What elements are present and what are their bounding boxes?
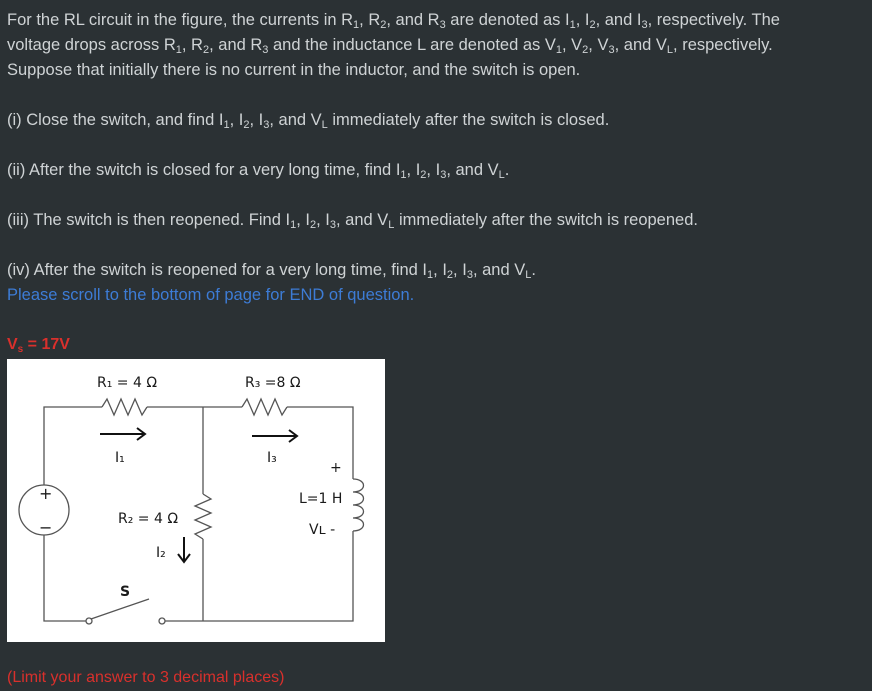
subscript: 2 xyxy=(582,44,589,56)
subscript: 1 xyxy=(427,269,434,281)
circuit-diagram xyxy=(7,359,385,642)
inductance-label: L=1 H xyxy=(299,491,343,507)
subscript: 3 xyxy=(329,219,336,231)
wire-bottom-left xyxy=(44,535,87,621)
subscript: 1 xyxy=(175,44,182,56)
scroll-note: Please scroll to the bottom of page for END of question. xyxy=(7,286,415,304)
part-i-text: (i) Close the switch, and find $I_1$, $I_2$, $I_3$, and $V_L$ immediately after the switch is closed. xyxy=(7,111,610,131)
subscript: 2 xyxy=(589,19,596,31)
wire-top-left xyxy=(44,407,102,485)
subscript: 2 xyxy=(420,169,427,181)
subscript: 1 xyxy=(400,169,407,181)
subscript: 2 xyxy=(446,269,454,281)
part-iii-text: (iii) The switch is then reopened. Find $I_1$, $I_2$, $I_3$, and $V_L$ immediately after the switch is reopened. xyxy=(7,211,698,231)
subscript: 3 xyxy=(262,44,269,56)
intro-line-1: For the RL circuit in the figure, the currents in $R_1$, $R_2$, and $R_3$ are denoted as $I_1$, $I_2$, and $I_3$, respectively. The xyxy=(7,11,780,31)
source-minus-label: − xyxy=(39,518,53,537)
source-plus-label: + xyxy=(39,484,53,503)
subscript: 2 xyxy=(243,119,250,131)
wire-top-right-b xyxy=(287,407,353,479)
subscript: s xyxy=(17,344,24,355)
subscript: 3 xyxy=(440,169,447,181)
vl-label: Vʟ - xyxy=(309,522,336,538)
wire-right-bottom xyxy=(203,531,353,621)
part-ii-text: (ii) After the switch is closed for a very long time, find $I_1$, $I_2$, $I_3$, and $V_L$. xyxy=(7,161,510,181)
part-iv-text: (iv) After the switch is reopened for a very long time, find $I_1$, $I_2$, $I_3$, and $V_L$. xyxy=(7,261,536,281)
switch-contact-left xyxy=(86,618,92,624)
question-intro xyxy=(7,8,780,83)
resistor-r1 xyxy=(102,399,147,415)
r3-label: R₃ =8 Ω xyxy=(245,375,301,391)
r1-label: R₁ = 4 Ω xyxy=(97,375,158,391)
subscript: L xyxy=(666,44,674,56)
subscript: 1 xyxy=(223,119,230,131)
switch-blade xyxy=(91,599,149,619)
intro-line-3: Suppose that initially there is no current in the inductor, and the switch is open. xyxy=(7,61,581,79)
part-iii xyxy=(7,208,698,233)
subscript: 3 xyxy=(466,269,473,281)
part-ii xyxy=(7,158,509,183)
subscript: L xyxy=(321,119,328,131)
subscript: 3 xyxy=(263,119,270,131)
circuit-figure xyxy=(7,359,385,642)
i1-label: I₁ xyxy=(115,450,125,466)
resistor-r2 xyxy=(195,494,211,539)
subscript: 2 xyxy=(309,219,317,231)
inductor-l xyxy=(353,479,364,531)
inductor-plus-label: + xyxy=(330,460,342,476)
switch-contact-right xyxy=(159,618,165,624)
resistor-r3 xyxy=(242,399,287,415)
i2-label: I₂ xyxy=(156,545,166,561)
subscript: 3 xyxy=(641,19,648,31)
subscript: 1 xyxy=(353,19,360,31)
subscript: L xyxy=(498,169,505,181)
source-voltage-label: $V_s = 17V$ xyxy=(7,336,70,355)
subscript: 3 xyxy=(608,44,615,56)
i3-label: I₃ xyxy=(267,450,277,466)
subscript: 2 xyxy=(380,19,387,31)
r2-label: R₂ = 4 Ω xyxy=(118,511,179,527)
part-iv xyxy=(7,258,536,308)
limit-note: (Limit your answer to 3 decimal places) xyxy=(7,669,285,686)
subscript: 2 xyxy=(202,44,210,56)
subscript: 3 xyxy=(439,19,446,31)
subscript: L xyxy=(525,269,532,281)
subscript: 1 xyxy=(290,219,297,231)
part-i xyxy=(7,108,609,133)
subscript: 1 xyxy=(569,19,576,31)
subscript: 1 xyxy=(555,44,562,56)
switch-label: S xyxy=(120,584,131,600)
intro-line-2: voltage drops across $R_1$, $R_2$, and $R_3$ and the inductance L are denoted as $V_1$, $V_2$, $V_3$, and $V_L$, respectively. xyxy=(7,36,773,56)
subscript: L xyxy=(388,219,395,231)
